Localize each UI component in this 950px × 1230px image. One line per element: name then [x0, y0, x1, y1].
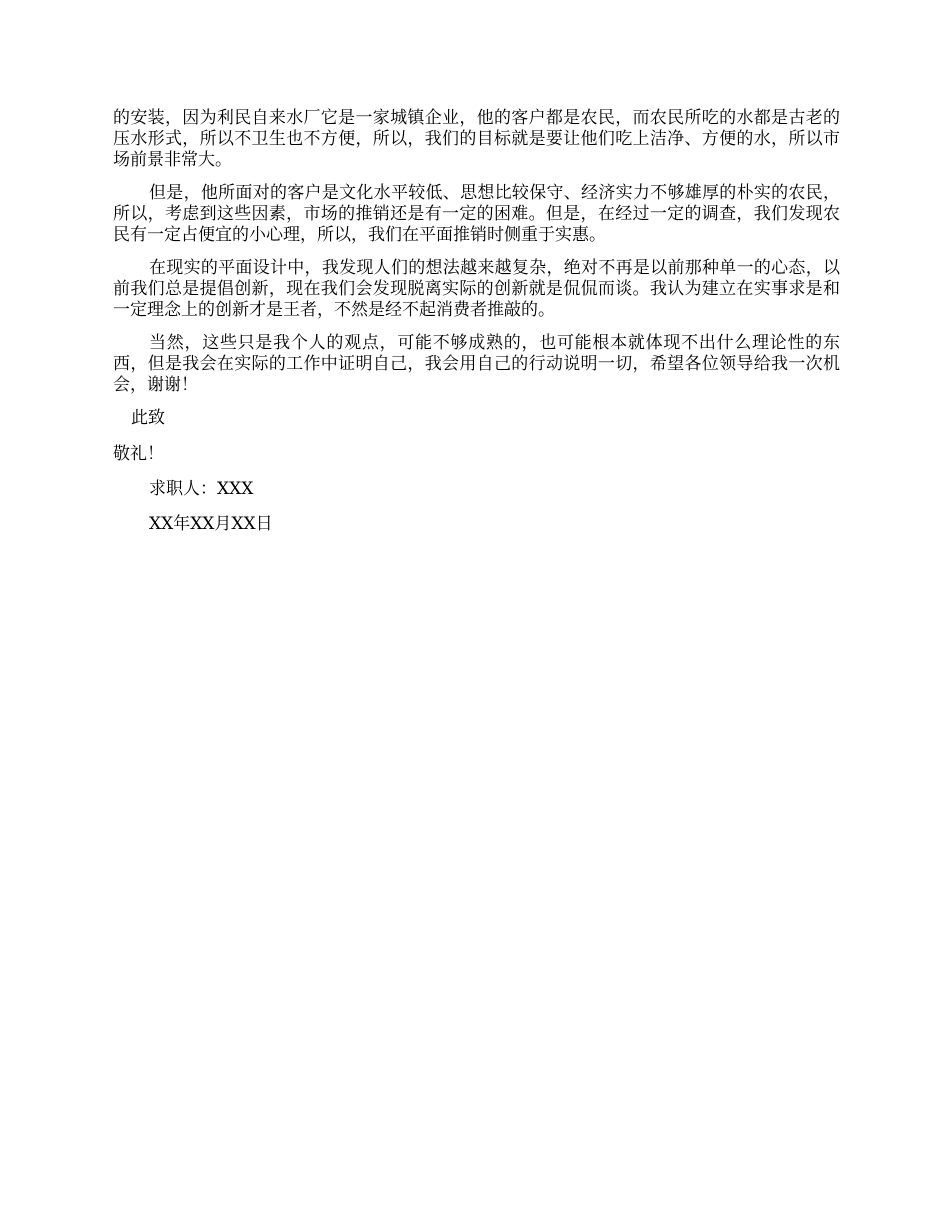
letter-body — [113, 108, 840, 535]
closing-regards: 敬礼！ — [113, 444, 164, 464]
signature: 求职人：XXX — [149, 479, 254, 499]
letter-date: XX年XX月XX日 — [149, 514, 273, 534]
paragraph-customers: 但是，他所面对的客户是文化水平较低、思想比较保守、经济实力不够雄厚的朴实的农民，所以，考虑到这些因素，市场的推销还是有一定的困难。但是，在经过一定的调查，我们发现农民有一定占便宜的小心理，所以，我们在平面推销时侧重于实惠。 — [113, 183, 840, 245]
paragraph-continuation: 的安装，因为利民自来水厂它是一家城镇企业，他的客户都是农民，而农民所吃的水都是古老的压水形式，所以不卫生也不方便，所以，我们的目标就是要让他们吃上洁净、方便的水，所以市场前景非常大。 — [113, 108, 840, 170]
paragraph-design-views: 在现实的平面设计中，我发现人们的想法越来越复杂，绝对不再是以前那种单一的心态，以前我们总是提倡创新，现在我们会发现脱离实际的创新就是侃侃而谈。我认为建立在实事求是和一定理念上的创新才是王者，不然是经不起消费者推敲的。 — [113, 258, 840, 320]
paragraph-conclusion: 当然，这些只是我个人的观点，可能不够成熟的，也可能根本就体现不出什么理论性的东西，但是我会在实际的工作中证明自己，我会用自己的行动说明一切，希望各位领导给我一次机会，谢谢！ — [113, 333, 840, 395]
salutation: 此致 — [131, 408, 165, 428]
